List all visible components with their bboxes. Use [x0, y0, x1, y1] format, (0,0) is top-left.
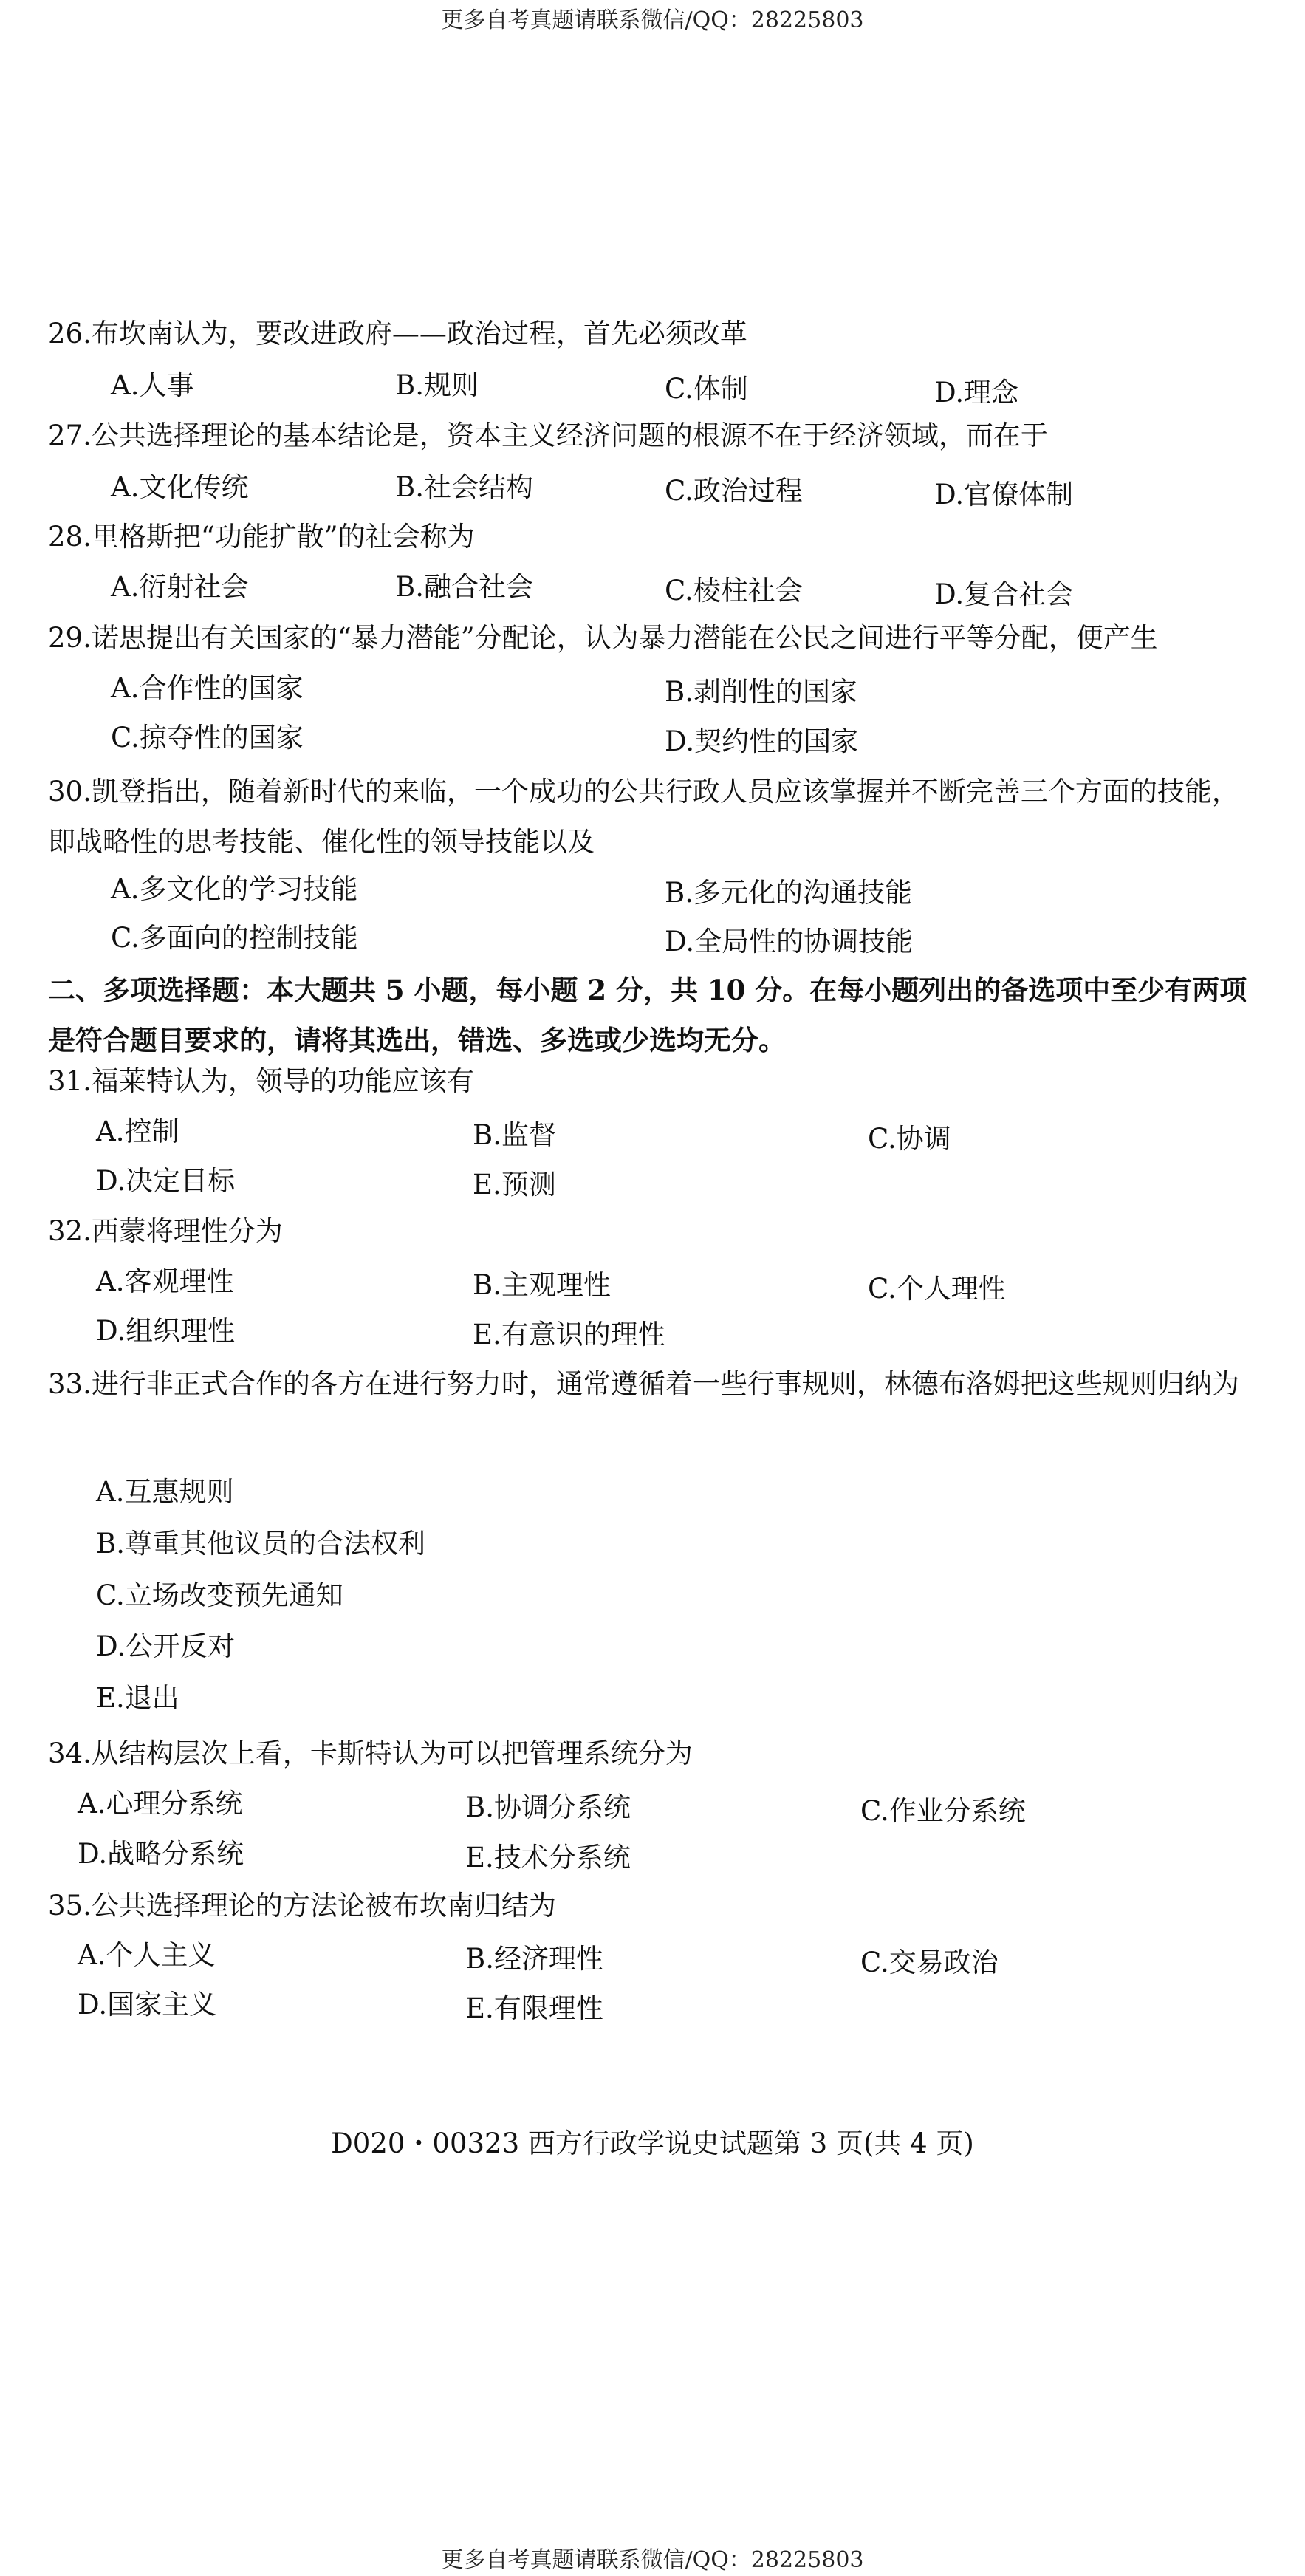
- q33-option-d: D.公开反对: [96, 1630, 236, 1662]
- question-33-stem: 33.进行非正式合作的各方在进行努力时，通常遵循着一些行事规则，林德布洛姆把这些规则归纳为: [48, 1368, 1239, 1400]
- header-banner: 更多自考真题请联系微信/QQ：28225803: [441, 7, 864, 33]
- q27-option-c: C.政治过程: [665, 475, 803, 507]
- q32-option-b: B.主观理性: [473, 1269, 611, 1301]
- q31-option-e: E.预测: [473, 1169, 556, 1200]
- q31-option-b: B.监督: [473, 1119, 556, 1151]
- q34-option-b: B.协调分系统: [465, 1791, 631, 1823]
- q33-option-a: A.互惠规则: [96, 1476, 234, 1508]
- q32-option-e: E.有意识的理性: [473, 1319, 665, 1350]
- q31-option-c: C.协调: [868, 1123, 951, 1155]
- q33-option-c: C.立场改变预先通知: [96, 1579, 343, 1611]
- q26-option-c: C.体制: [665, 373, 748, 405]
- q30-option-a: A.多文化的学习技能: [111, 873, 358, 905]
- question-32-stem: 32.西蒙将理性分为: [48, 1215, 283, 1247]
- page-footer: D020・00323 西方行政学说史试题第 3 页(共 4 页): [331, 2128, 974, 2159]
- q28-option-a: A.衍射社会: [111, 571, 249, 603]
- q33-option-e: E.退出: [96, 1682, 179, 1714]
- q34-option-d: D.战略分系统: [78, 1838, 244, 1870]
- q31-option-a: A.控制: [96, 1116, 179, 1147]
- q29-option-b: B.剥削性的国家: [665, 676, 857, 708]
- q26-option-a: A.人事: [111, 369, 194, 401]
- q34-option-a: A.心理分系统: [78, 1788, 243, 1820]
- question-34-stem: 34.从结构层次上看，卡斯特认为可以把管理系统分为: [48, 1738, 693, 1769]
- q32-option-a: A.客观理性: [96, 1265, 234, 1297]
- footer-banner: 更多自考真题请联系微信/QQ：28225803: [441, 2547, 864, 2573]
- q35-option-e: E.有限理性: [465, 1992, 603, 2024]
- q27-option-b: B.社会结构: [395, 471, 533, 503]
- q27-option-a: A.文化传统: [111, 471, 249, 503]
- question-29-stem: 29.诺思提出有关国家的“暴力潜能”分配论，认为暴力潜能在公民之间进行平等分配，便产生: [48, 622, 1158, 654]
- q28-option-c: C.棱柱社会: [665, 575, 803, 607]
- q30-option-c: C.多面向的控制技能: [111, 922, 358, 954]
- q34-option-c: C.作业分系统: [860, 1795, 1026, 1827]
- q33-option-b: B.尊重其他议员的合法权利: [96, 1528, 425, 1559]
- question-31-stem: 31.福莱特认为，领导的功能应该有: [48, 1065, 474, 1097]
- q26-option-b: B.规则: [395, 369, 479, 401]
- q26-option-d: D.理念: [934, 377, 1019, 409]
- q32-option-c: C.个人理性: [868, 1273, 1006, 1305]
- q35-option-b: B.经济理性: [465, 1943, 603, 1975]
- q35-option-a: A.个人主义: [78, 1939, 216, 1971]
- q35-option-d: D.国家主义: [78, 1989, 217, 2020]
- q29-option-a: A.合作性的国家: [111, 672, 304, 704]
- q31-option-d: D.决定目标: [96, 1165, 236, 1197]
- q35-option-c: C.交易政治: [860, 1947, 999, 1978]
- q30-option-b: B.多元化的沟通技能: [665, 877, 912, 909]
- question-28-stem: 28.里格斯把“功能扩散”的社会称为: [48, 521, 475, 553]
- question-26-stem: 26.布坎南认为，要改进政府——政治过程，首先必须改革: [48, 318, 747, 349]
- question-27-stem: 27.公共选择理论的基本结论是，资本主义经济问题的根源不在于经济领域，而在于: [48, 420, 1048, 451]
- question-35-stem: 35.公共选择理论的方法论被布坎南归结为: [48, 1890, 556, 1921]
- q28-option-d: D.复合社会: [934, 578, 1074, 610]
- q30-option-d: D.全局性的协调技能: [665, 926, 914, 957]
- question-30-stem: 30.凯登指出，随着新时代的来临，一个成功的公共行政人员应该掌握并不断完善三个方面的技能，即战略性的思考技能、催化性的领导技能以及: [48, 776, 1239, 858]
- q34-option-e: E.技术分系统: [465, 1842, 631, 1873]
- q29-option-d: D.契约性的国家: [665, 725, 859, 757]
- q29-option-c: C.掠夺性的国家: [111, 722, 304, 754]
- section-2-heading: 二、多项选择题：本大题共 5 小题，每小题 2 分，共 10 分。在每小题列出的备选项中至少有两项是符合题目要求的，请将其选出，错选、多选或少选均无分。: [48, 974, 1247, 1056]
- q28-option-b: B.融合社会: [395, 571, 533, 603]
- q32-option-d: D.组织理性: [96, 1315, 236, 1347]
- q27-option-d: D.官僚体制: [934, 479, 1074, 510]
